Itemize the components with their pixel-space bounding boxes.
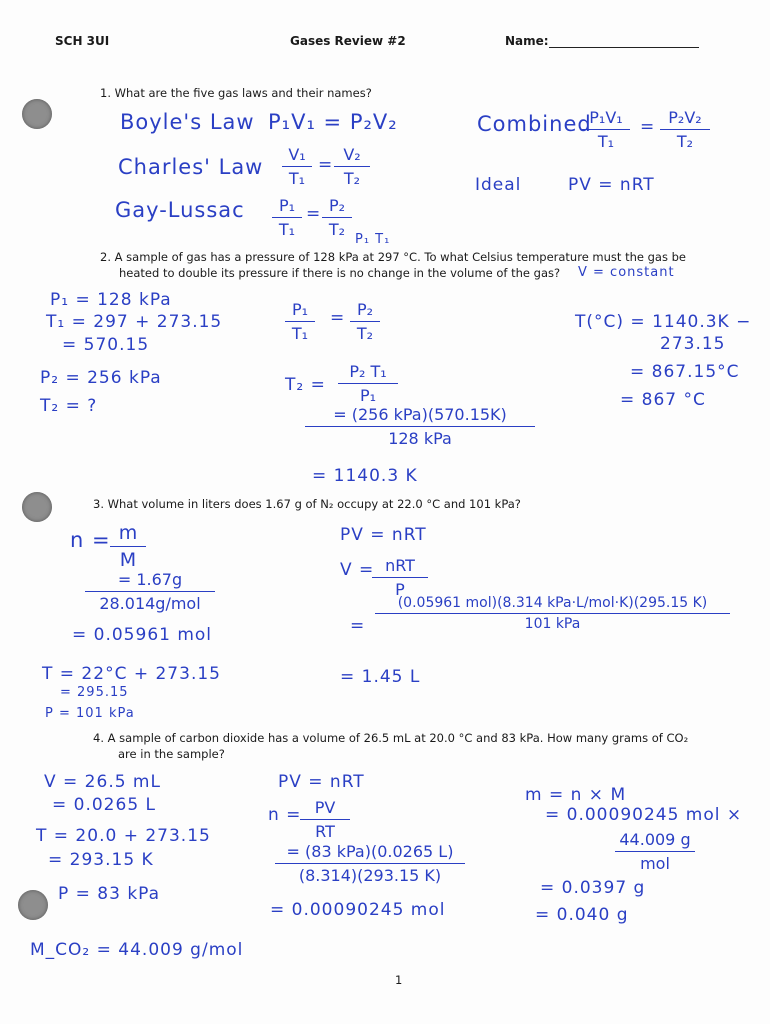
binder-hole-bottom (18, 890, 48, 920)
q2-t2-lhs: T₂ = (285, 375, 326, 395)
question-2-line-2: heated to double its pressure if there is no change in the volume of the gas? (119, 266, 561, 280)
q4-mass-formula: m = n × M (525, 785, 627, 805)
gay-lussac-equals: = (306, 204, 322, 224)
boyle-law-name: Boyle's Law (120, 110, 255, 134)
q3-ideal-gas-law: PV = nRT (340, 525, 427, 545)
question-4-line-2: are in the sample? (118, 747, 225, 761)
q4-molar-mass: M_CO₂ = 44.009 g/mol (30, 940, 244, 960)
ideal-law-equation: PV = nRT (568, 175, 655, 195)
ideal-law-name: Ideal (475, 175, 522, 195)
gay-lussac-fraction-left: P₁ T₁ (272, 196, 302, 239)
q2-formula-right: P₂ T₂ (350, 300, 380, 343)
q3-pressure: P = 101 kPa (45, 706, 135, 721)
q2-celsius-result-1: = 867.15°C (630, 362, 740, 382)
binder-hole-top (22, 99, 52, 129)
q4-n-substitution: = (83 kPa)(0.0265 L) (8.314)(293.15 K) (275, 842, 465, 885)
q3-temperature-result: = 295.15 (60, 685, 129, 700)
q4-n-formula: PV RT (300, 798, 350, 841)
q2-volume-constant: V = constant (578, 265, 675, 280)
question-2-line-1: 2. A sample of gas has a pressure of 128 kPa at 297 °C. To what Celsius temperature must the gas be (100, 250, 686, 264)
combined-fraction-right: P₂V₂ T₂ (660, 108, 710, 151)
q2-formula-equals: = (330, 308, 346, 328)
q4-mass-result-2: = 0.040 g (535, 905, 629, 925)
q4-temperature-result: = 293.15 K (48, 850, 154, 870)
name-line (549, 35, 699, 48)
q4-mass-substitution: = 0.00090245 mol × (545, 805, 743, 825)
q3-n-substitution: = 1.67g 28.014g/mol (85, 570, 215, 613)
question-4-line-1: 4. A sample of carbon dioxide has a volume of 26.5 mL at 20.0 °C and 83 kPa. How many grams of CO₂ (93, 731, 689, 745)
question-3: 3. What volume in liters does 1.67 g of N₂ occupy at 22.0 °C and 101 kPa? (93, 497, 521, 511)
q4-mass-result-1: = 0.0397 g (540, 878, 646, 898)
q2-t1: T₁ = 297 + 273.15 (46, 312, 223, 332)
name-field (505, 34, 699, 48)
q2-annotation-marks: P₁ T₁ (355, 232, 391, 247)
q4-n-lhs: n = (268, 805, 302, 825)
q4-n-result: = 0.00090245 mol (270, 900, 446, 920)
q4-volume: V = 26.5 mL (44, 772, 161, 792)
combined-fraction-left: P₁V₁ T₁ (582, 108, 630, 151)
q4-ideal-gas-law: PV = nRT (278, 772, 365, 792)
q3-v-substitution: (0.05961 mol)(8.314 kPa·L/mol·K)(295.15 K) 101 kPa (375, 595, 730, 632)
question-1: 1. What are the five gas laws and their names? (100, 86, 372, 100)
q2-celsius-result-2: = 867 °C (620, 390, 706, 410)
charles-fraction-left: V₁ T₁ (282, 145, 312, 188)
q3-v-lhs: V = (340, 560, 375, 580)
charles-equals: = (318, 155, 334, 175)
q2-t2-substitution: = (256 kPa)(570.15K) 128 kPa (305, 405, 535, 448)
q4-temperature: T = 20.0 + 273.15 (36, 826, 211, 846)
charles-fraction-right: V₂ T₂ (334, 145, 370, 188)
page-number: 1 (395, 973, 403, 987)
course-code: SCH 3UI (55, 34, 110, 48)
q3-v-result: = 1.45 L (340, 667, 421, 687)
q3-n-lhs: n = (70, 528, 111, 552)
q4-volume-liters: = 0.0265 L (52, 795, 157, 815)
q2-celsius-conversion: T(°C) = 1140.3K − (575, 312, 752, 332)
charles-law-name: Charles' Law (118, 155, 264, 179)
q3-substitution-equals: = (350, 616, 366, 636)
q3-v-formula: nRT P (372, 556, 428, 599)
binder-hole-middle (22, 492, 52, 522)
q4-molar-mass-fraction: 44.009 g mol (615, 830, 695, 873)
gay-lussac-name: Gay-Lussac (115, 198, 245, 222)
q2-p2: P₂ = 256 kPa (40, 368, 162, 388)
q2-t1-result: = 570.15 (62, 335, 150, 355)
combined-equals: = (640, 117, 656, 137)
worksheet-title: Gases Review #2 (290, 34, 406, 48)
q4-pressure: P = 83 kPa (58, 884, 161, 904)
q3-n-result: = 0.05961 mol (72, 625, 213, 645)
q2-p1: P₁ = 128 kPa (50, 290, 172, 310)
q2-t2-result: = 1140.3 K (312, 466, 418, 486)
q2-t2-unknown: T₂ = ? (40, 396, 98, 416)
q3-n-formula: m M (110, 522, 146, 571)
q2-celsius-subtract: 273.15 (660, 334, 726, 354)
gay-lussac-fraction-right: P₂ T₂ (322, 196, 352, 239)
combined-law-name: Combined (477, 112, 592, 136)
boyle-law-equation: P₁V₁ = P₂V₂ (268, 110, 398, 134)
q2-t2-rearranged: P₂ T₁ P₁ (338, 362, 398, 405)
name-label: Name: (505, 34, 549, 48)
q2-formula-left: P₁ T₁ (285, 300, 315, 343)
q3-temperature: T = 22°C + 273.15 (42, 664, 221, 684)
